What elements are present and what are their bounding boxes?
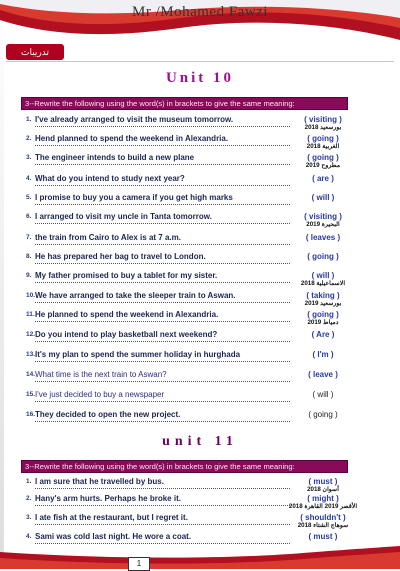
bracket-word: ( leave ) [308,370,338,379]
bracket-word: ( might ) [307,494,339,503]
question-text: I arranged to visit my uncle in Tanta tomorrow. [35,212,212,221]
question-number: 1. [26,478,32,485]
question-number: 7. [26,234,32,241]
answer-line [35,263,290,264]
question-text: We have arranged to take the sleeper train to Aswan. [35,291,236,300]
question-text: Do you intend to play basketball next weekend? [35,330,218,339]
question-number: 3. [26,514,32,521]
footer-wave-decoration [0,546,400,569]
question-item [26,331,396,347]
exam-source-note: مطروح 2019 [305,162,341,169]
answer-line [35,505,290,506]
answer-line [35,126,290,127]
answer-line [35,421,290,422]
bracket-word: ( will ) [312,390,334,399]
question-text: The engineer intends to build a new plane [35,153,195,162]
bracket-word: ( will ) [311,271,335,280]
page-number: 1 [128,557,150,571]
answer-line [35,302,290,303]
answer-line [35,361,290,362]
exam-source-note: سوهاج الشتاء 2018 [297,522,349,529]
unit-10-title: Unit 10 [165,70,235,86]
question-item [26,234,396,250]
unit-10-instruction: 3--Rewrite the following using the word(s) in brackets to give the same meaning: [22,98,347,109]
exam-source-note: بورسعيد 2018 [304,124,342,131]
question-number: 2. [26,495,32,502]
answer-line [35,204,290,205]
question-item [26,272,396,288]
question-text: Hend planned to spend the weekend in Alexandria. [35,134,229,143]
bracket-word: ( must ) [308,477,338,486]
question-number: 12. [26,331,36,338]
question-number: 3. [26,154,32,161]
question-item [26,351,396,367]
question-item [26,154,396,170]
question-item [26,175,396,191]
question-item [26,253,396,269]
question-item [26,311,396,327]
bracket-word: ( going ) [307,153,339,162]
answer-line [35,543,290,544]
question-text: It's my plan to spend the summer holiday in hurghada [35,350,241,359]
question-number: 14. [26,371,36,378]
question-number: 1. [26,116,32,123]
answer-line [35,244,290,245]
question-text: the train from Cairo to Alex is at 7 a.m. [35,233,181,242]
exam-source-note: الاسماعيلية 2018 [300,280,346,287]
question-number: 4. [26,175,32,182]
exam-source-note: الأقصر 2019 القاهرة 2018 [288,503,358,510]
answer-line [35,282,290,283]
question-number: 15. [26,391,36,398]
question-number: 2. [26,135,32,142]
bracket-word: ( taking ) [306,291,340,300]
question-number: 6. [26,213,32,220]
answer-line [35,488,290,489]
answer-line [35,381,290,382]
exam-source-note: البحيرة 2019 [306,221,340,228]
question-text: He has prepared her bag to travel to London. [35,252,206,261]
answer-line [35,145,290,146]
question-item [26,478,396,494]
answer-line [35,341,290,342]
exam-source-note: دمياط 2019 [307,319,339,326]
question-text: Sami was cold last night. He wore a coat. [35,532,192,541]
bracket-word: ( going ) [307,252,339,261]
answer-line [35,223,290,224]
question-item [26,135,396,151]
question-number: 10. [26,292,36,299]
unit-11-instruction: 3--Rewrite the following using the word(s) in brackets to give the same meaning: [22,461,347,472]
question-text: I ate fish at the restaurant, but I regret it. [35,513,188,522]
bracket-word: ( going ) [307,134,339,143]
question-text: I've just decided to buy a newspaper [35,390,165,399]
bracket-word: ( are ) [312,174,334,183]
bracket-word: ( visiting ) [304,115,342,124]
exercises-tab: تدريبات [6,44,64,60]
answer-line [35,185,290,186]
answer-line [35,524,290,525]
question-text: What do you intend to study next year? [35,174,185,183]
answer-line [35,164,290,165]
question-text: I've already arranged to visit the museum tomorrow. [35,115,234,124]
question-item [26,495,396,511]
teacher-name: Mr /Mohamed Fawzi [132,4,268,20]
exam-source-note: بورسعيد 2019 [304,300,342,307]
bracket-word: ( I'm ) [312,350,334,359]
question-text: I promise to buy you a camera if you get high marks [35,193,233,202]
question-number: 16. [26,411,36,418]
question-item [26,514,396,530]
bracket-word: ( shouldn't ) [300,513,346,522]
question-number: 4. [26,533,32,540]
question-item [26,116,396,132]
divider [6,61,394,62]
answer-line [35,321,290,322]
question-item [26,391,396,407]
question-number: 5. [26,194,32,201]
question-text: Hany's arm hurts. Perhaps he broke it. [35,494,181,503]
answer-line [35,401,290,402]
question-text: He planned to spend the weekend in Alexandria. [35,310,219,319]
bracket-word: ( Are ) [311,330,335,339]
question-item [26,194,396,210]
question-item [26,371,396,387]
bracket-word: ( must ) [308,532,338,541]
exam-source-note: أسوان 2018 [307,486,339,493]
question-number: 8. [26,253,32,260]
question-item [26,292,396,308]
bracket-word: ( going ) [307,310,339,319]
unit-11-title: unit 11 [162,434,238,449]
bracket-word: ( visiting ) [304,212,342,221]
question-item [26,213,396,229]
exam-source-note: الغربية 2018 [306,143,340,150]
question-item [26,411,396,427]
question-text: I am sure that he travelled by bus. [35,477,164,486]
bracket-word: ( going ) [308,410,338,419]
question-text: They decided to open the new project. [35,410,181,419]
question-text: What time is the next train to Aswan? [35,370,167,379]
question-number: 13. [26,351,36,358]
question-text: My father promised to buy a tablet for my sister. [35,271,218,280]
question-number: 11. [26,311,35,318]
bracket-word: ( will ) [311,193,335,202]
bracket-word: ( leaves ) [305,233,341,242]
question-number: 9. [26,272,32,279]
